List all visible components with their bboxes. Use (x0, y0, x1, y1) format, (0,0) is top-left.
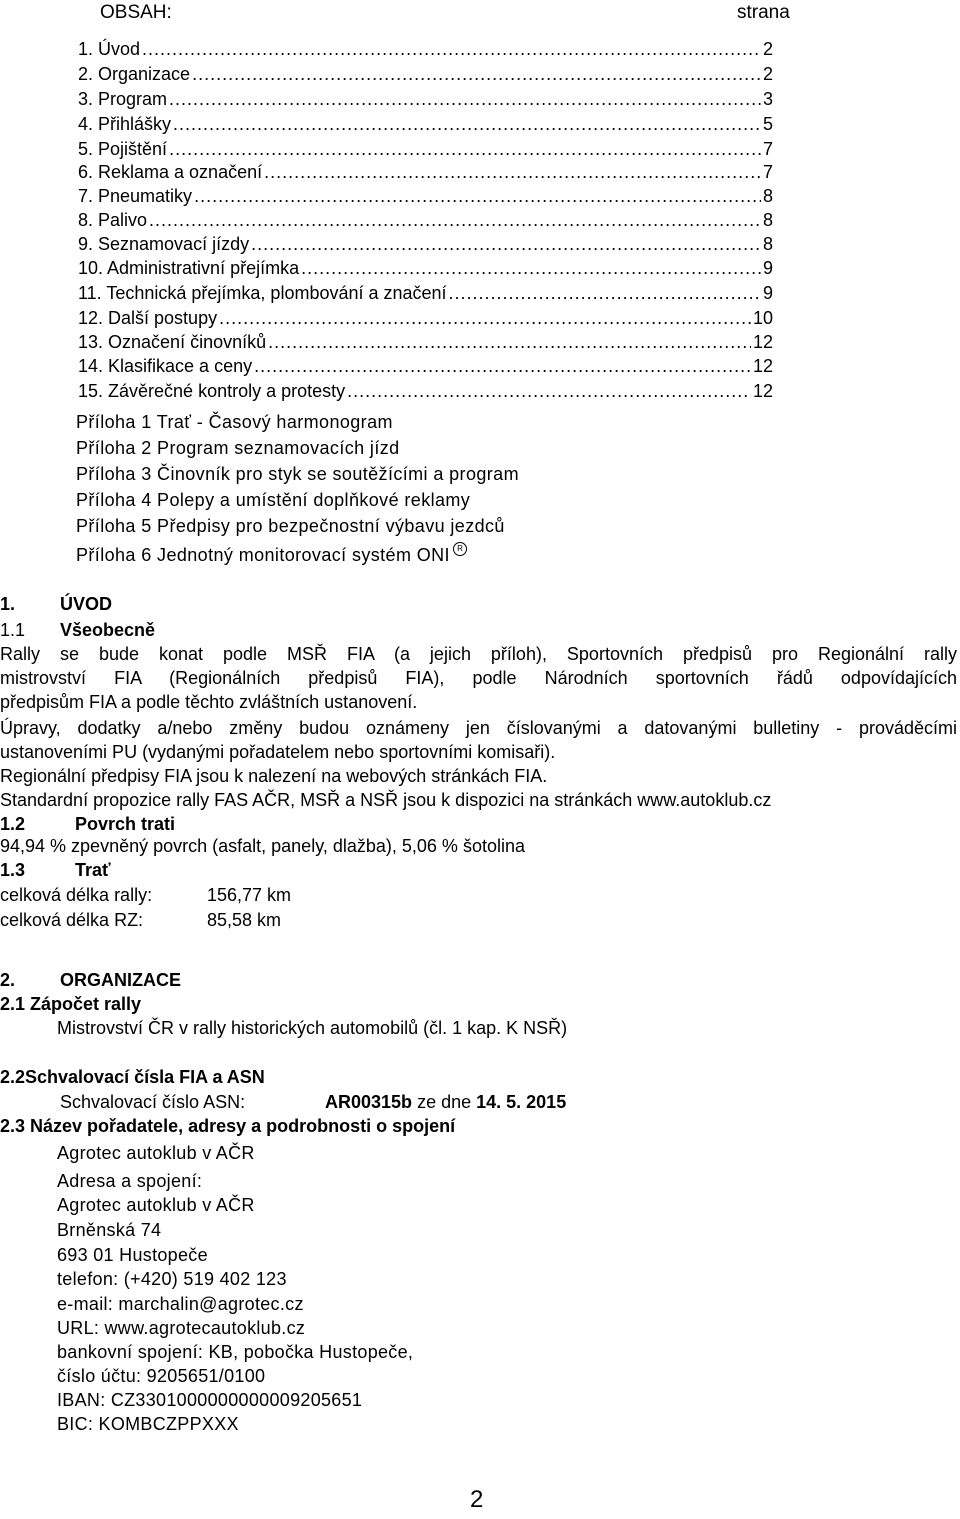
toc-item[interactable]: 11. Technická přejímka, plombování a značení ..... 9 (78, 280, 773, 304)
toc-leader (169, 139, 761, 160)
toc-leader (264, 162, 761, 183)
attachment-item-oni: Příloha 6 Jednotný monitorovací systém ONI R (76, 542, 467, 566)
approval-date-prefix: ze dne (417, 1092, 472, 1112)
paragraph-line: Standardní propozice rally FAS AČR, MSŘ a NSŘ jsou k dispozici na stránkách www.autoklub.cz (0, 790, 772, 810)
toc-leader (347, 381, 751, 402)
toc-leader (219, 308, 751, 329)
subsection-1-1-number: 1.1 (0, 620, 26, 640)
subsection-1-1-heading: Všeobecně (60, 620, 156, 640)
rally-length-value: 156,77 km (207, 885, 292, 905)
subsection-1-3-number: 1.3 (0, 860, 26, 880)
rz-length-label: celková délka RZ: (0, 910, 144, 930)
organizer-name: Agrotec autoklub v AČR (57, 1143, 255, 1163)
contact-line: Adresa a spojení: (57, 1171, 203, 1191)
approval-date: 14. 5. 2015 (476, 1092, 567, 1112)
paragraph-line: Úpravy, dodatky a/nebo změny budou oznámeny jen číslovanými a datovanými bulletiny - prováděcími (0, 718, 957, 738)
toc-item[interactable]: 3. Program ..... 3 (78, 86, 773, 110)
contact-line: BIC: KOMBCZPPXXX (57, 1414, 239, 1434)
toc-item[interactable]: 4. Přihlášky ..... 5 (78, 111, 773, 135)
subsection-2-1-heading: 2.1 Zápočet rally (0, 994, 142, 1014)
contact-line: bankovní spojení: KB, pobočka Hustopeče, (57, 1342, 414, 1362)
paragraph-line: ustanoveními PU (vydanými pořadatelem nebo sportovními komisaři). (0, 742, 556, 762)
toc-leader (173, 114, 761, 135)
toc-item[interactable]: 5. Pojištění ..... 7 (78, 136, 773, 160)
section-2-heading: ORGANIZACE (60, 970, 181, 990)
subsection-2-2-heading: 2.2Schvalovací čísla FIA a ASN (0, 1067, 265, 1087)
toc-leader (268, 332, 751, 353)
page-number: 2 (470, 1486, 484, 1513)
subsection-2-3-heading: 2.3 Název pořadatele, adresy a podrobnosti o spojení (0, 1116, 456, 1136)
paragraph-line: Rally se bude konat podle MSŘ FIA (a jejich příloh), Sportovních předpisů pro Regionální rally (0, 644, 957, 664)
toc-item[interactable]: 10. Administrativní přejímka ..... 9 (78, 255, 773, 279)
toc-leader (142, 39, 761, 60)
contact-line: e-mail: marchalin@agrotec.cz (57, 1294, 304, 1314)
toc-item[interactable]: 7. Pneumatiky ..... 8 (78, 183, 773, 207)
section-1-heading: ÚVOD (60, 594, 113, 614)
attachment-item: Příloha 3 Činovník pro styk se soutěžícími a program (76, 464, 519, 484)
toc-item[interactable]: 13. Označení činovníků ..... 12 (78, 329, 773, 353)
contact-line: URL: www.agrotecautoklub.cz (57, 1318, 306, 1338)
section-1-number: 1. (0, 594, 16, 614)
toc-leader (169, 89, 761, 110)
section-2-number: 2. (0, 970, 16, 990)
approval-label: Schvalovací číslo ASN: (60, 1092, 246, 1112)
registered-trademark-icon: R (453, 542, 467, 556)
toc-item[interactable]: 15. Závěrečné kontroly a protesty ..... 12 (78, 378, 773, 402)
contact-line: Agrotec autoklub v AČR (57, 1195, 255, 1215)
contact-line: telefon: (+420) 519 402 123 (57, 1269, 287, 1289)
toc-item[interactable]: 9. Seznamovací jízdy ..... 8 (78, 231, 773, 255)
toc-item[interactable]: 2. Organizace ..... 2 (78, 61, 773, 85)
toc-item[interactable]: 12. Další postupy ..... 10 (78, 305, 773, 329)
attachment-item: Příloha 4 Polepy a umístění doplňkové reklamy (76, 490, 471, 510)
toc-item[interactable]: 6. Reklama a označení ..... 7 (78, 159, 773, 183)
toc-leader (301, 258, 761, 279)
toc-leader (251, 234, 761, 255)
contact-line: Brněnská 74 (57, 1220, 162, 1240)
contact-line: číslo účtu: 9205651/0100 (57, 1366, 266, 1386)
toc-leader (149, 210, 761, 231)
subsection-1-2-heading: Povrch trati (75, 814, 176, 834)
toc-item[interactable]: 14. Klasifikace a ceny ..... 12 (78, 353, 773, 377)
championship-text: Mistrovství ČR v rally historických automobilů (čl. 1 kap. K NSŘ) (57, 1018, 568, 1038)
contact-line: IBAN: CZ3301000000000009205651 (57, 1390, 363, 1410)
toc-leader (449, 283, 761, 304)
toc-item[interactable]: 8. Palivo ..... 8 (78, 207, 773, 231)
subsection-1-2-number: 1.2 (0, 814, 26, 834)
paragraph-line: Regionální předpisy FIA jsou k nalezení na webových stránkách FIA. (0, 766, 548, 786)
toc-leader (192, 64, 761, 85)
approval-number (325, 1092, 566, 1113)
toc-title: OBSAH: (100, 2, 172, 23)
contact-line: 693 01 Hustopeče (57, 1245, 208, 1265)
attachment-item: Příloha 1 Trať - Časový harmonogram (76, 412, 393, 432)
rally-length-label: celková délka rally: (0, 885, 153, 905)
approval-code: AR00315b (325, 1092, 413, 1112)
rz-length-value: 85,58 km (207, 910, 282, 930)
toc-leader (194, 186, 761, 207)
attachment-item: Příloha 5 Předpisy pro bezpečnostní výbavu jezdců (76, 516, 505, 536)
paragraph-line: mistrovství FIA (Regionálních předpisů FIA), podle Národních sportovních řádů odpovídajících (0, 668, 957, 688)
attachment-item: Příloha 2 Program seznamovacích jízd (76, 438, 400, 458)
paragraph-line: předpisům FIA a podle těchto zvláštních ustanovení. (0, 692, 418, 712)
toc-item[interactable]: 1. Úvod ..... 2 (78, 36, 773, 60)
toc-page-column-label: strana (737, 2, 790, 23)
toc-leader (254, 356, 751, 377)
subsection-1-3-heading: Trať (75, 860, 111, 880)
surface-text: 94,94 % zpevněný povrch (asfalt, panely, dlažba), 5,06 % šotolina (0, 836, 525, 856)
